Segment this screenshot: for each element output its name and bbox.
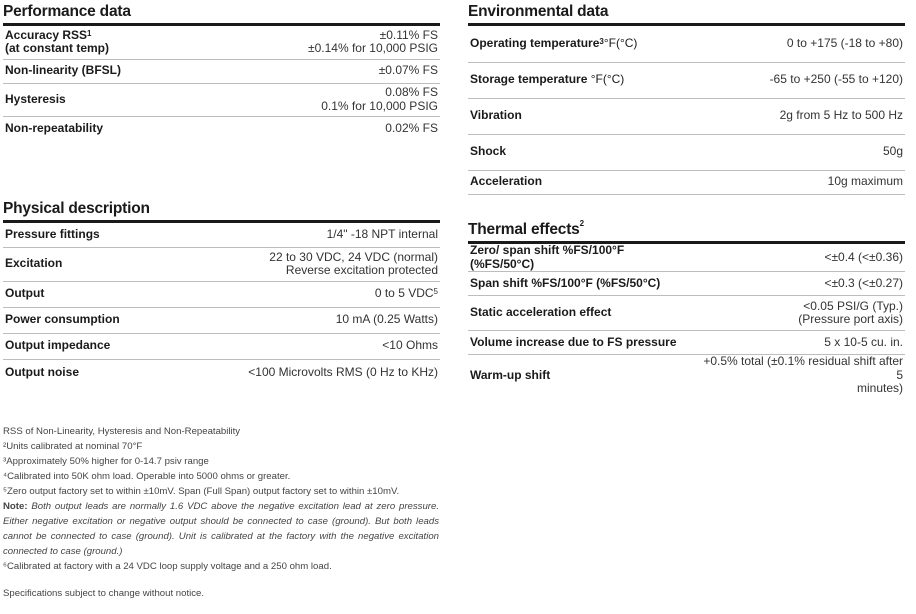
table-row: Volume increase due to FS pressure 5 x 10-5 cu. in. [468, 331, 905, 355]
table-row: Non-repeatability 0.02% FS [5, 120, 438, 135]
table-row: Warm-up shift +0.5% total (±0.1% residual shift after 5 minutes) [470, 354, 903, 395]
spec-notice: Specifications subject to change without notice. [3, 588, 205, 599]
footnote-3: ³Approximately 50% higher for 0-14.7 psiv range [3, 456, 209, 467]
table-row: Shock 50g [468, 134, 905, 170]
table-row: Power consumption 10 mA (0.25 Watts) [3, 307, 440, 333]
table-row: Static acceleration effect <0.05 PSI/G (Typ.) (Pressure port axis) [468, 296, 905, 331]
table-row: Output impedance <10 Ohms [3, 333, 440, 359]
environmental-title: Environmental data [468, 3, 905, 26]
environmental-table [468, 26, 905, 195]
table-row: Operating temperature$^3$°F(°C) 0 to +175 (-18 to +80) [468, 26, 905, 62]
footnote-4: ⁴Calibrated into 50K ohm load. Operable into 5000 ohms or greater. [3, 471, 291, 482]
thermal-table [468, 244, 905, 396]
environmental-section [468, 3, 905, 195]
table-row: Pressure fittings 1/4" -18 NPT internal [3, 223, 440, 247]
physical-table [3, 223, 440, 385]
table-row: Span shift %FS/100°F (%FS/50°C) <±0.3 (<±0.27) [468, 272, 905, 296]
table-row: Non-linearity (BFSL) ±0.07% FS [3, 59, 440, 83]
footnotes [3, 424, 439, 601]
note-paragraph: Note: Both output leads are normally 1.6 VDC above the negative excitation lead at zero pressure. Either negative excitation or negative output should be connected to case (ground). But both leads cannot be connected to case (ground). Unit is calibrated at the factory with the negative excitation connected to case (ground.) [3, 501, 439, 557]
thermal-section [468, 221, 905, 396]
table-row: Hysteresis 0.08% FS 0.1% for 10,000 PSIG [3, 83, 440, 116]
footnote-1: RSS of Non-Linearity, Hysteresis and Non-Repeatability [3, 426, 241, 437]
footnote-5: ⁵Zero output factory set to within ±10mV. Span (Full Span) output factory set to within ±10mV. [3, 486, 400, 497]
physical-section [3, 200, 440, 385]
footnote-2: ²Units calibrated at nominal 70°F [3, 441, 143, 452]
table-row: Output noise <100 Microvolts RMS (0 Hz to KHz) [5, 364, 438, 379]
table-row: Storage temperature °F(°C) -65 to +250 (-55 to +120) [468, 62, 905, 98]
table-row: Vibration 2g from 5 Hz to 500 Hz [468, 98, 905, 134]
thermal-title: Thermal effects$^2$ [468, 221, 905, 244]
table-row: Accuracy RSS$^1$ (at constant temp) ±0.11% FS ±0.14% for 10,000 PSIG [3, 26, 440, 59]
table-row: Excitation 22 to 30 VDC, 24 VDC (normal) Reverse excitation protected [3, 247, 440, 281]
table-row: Output 0 to 5 VDC$^5$ [3, 281, 440, 307]
performance-section [3, 3, 440, 140]
physical-title: Physical description [3, 200, 440, 223]
table-row: Zero/ span shift %FS/100°F (%FS/50°C) <±0.4 (<±0.36) [470, 243, 903, 271]
footnote-6: ⁶Calibrated at factory with a 24 VDC loop supply voltage and a 250 ohm load. [3, 561, 332, 572]
table-row: Acceleration 10g maximum [468, 170, 905, 194]
performance-table [3, 26, 440, 140]
performance-title: Performance data [3, 3, 440, 26]
